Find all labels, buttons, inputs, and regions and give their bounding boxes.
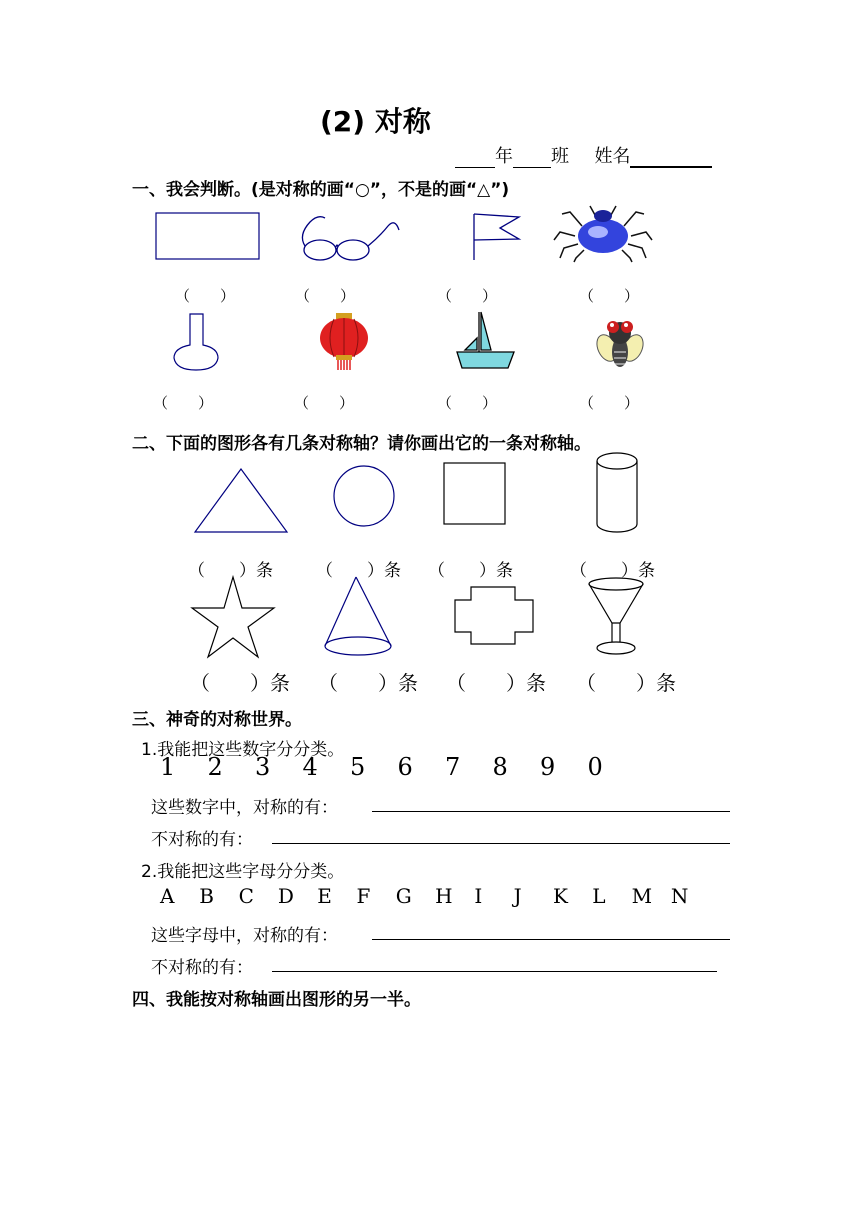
question-1: 1.我能把这些数字分分类。 (141, 740, 345, 760)
nonsymmetric-digits-label: 不对称的有： (151, 830, 253, 850)
digit: 5 (350, 753, 366, 781)
digit-row (160, 753, 635, 781)
digit: 2 (207, 753, 223, 781)
digit: 0 (587, 753, 603, 781)
cross-shape-icon (455, 587, 533, 644)
digit: 3 (255, 753, 271, 781)
name-label: 姓名 (594, 146, 631, 167)
section-3-heading: 三、神奇的对称世界。 (132, 710, 302, 730)
letter: E (317, 884, 332, 908)
symmetric-letters-label: 这些字母中，对称的有： (151, 926, 338, 946)
star-icon (192, 577, 274, 657)
question-2: 2.我能把这些字母分分类。 (141, 862, 345, 882)
axis-paren-4[interactable]: （ ）条 (570, 561, 655, 581)
symmetric-digits-line[interactable] (372, 811, 730, 812)
section-2-heading: 二、下面的图形各有几条对称轴？请你画出它的一条对称轴。 (132, 434, 591, 454)
goblet-icon (589, 578, 643, 654)
letter: B (199, 884, 214, 908)
cylinder-icon (597, 453, 637, 532)
letter: I (474, 884, 483, 908)
section-1-heading: 一、我会判断。(是对称的画“○”，不是的画“△”) (132, 180, 510, 200)
letter: J (513, 884, 522, 908)
class-label: 班 (551, 146, 569, 167)
nonsymmetric-letters-line[interactable] (272, 971, 717, 972)
nonsymmetric-letters-label: 不对称的有： (151, 958, 253, 978)
digit: 6 (397, 753, 413, 781)
axis-paren-5[interactable]: （ ）条 (190, 671, 290, 695)
circle-icon (334, 466, 394, 526)
judge-paren-5[interactable]: （ ） (153, 394, 214, 412)
section-4-heading: 四、我能按对称轴画出图形的另一半。 (132, 990, 421, 1010)
axis-paren-3[interactable]: （ ）条 (428, 561, 513, 581)
nonsymmetric-digits-line[interactable] (272, 843, 730, 844)
judge-paren-6[interactable]: （ ） (294, 394, 355, 412)
judge-paren-8[interactable]: （ ） (579, 394, 640, 412)
year-label: 年 (495, 146, 513, 167)
digit: 1 (160, 753, 176, 781)
letter: G (395, 884, 412, 908)
digit: 4 (302, 753, 318, 781)
letter: A (160, 884, 175, 908)
letter: F (356, 884, 371, 908)
digit: 7 (445, 753, 461, 781)
axis-paren-8[interactable]: （ ）条 (576, 671, 676, 695)
judge-paren-1[interactable]: （ ） (175, 287, 236, 305)
axis-paren-6[interactable]: （ ）条 (318, 671, 418, 695)
digit: 8 (492, 753, 508, 781)
letter: N (670, 884, 689, 908)
cone-icon (325, 577, 391, 655)
triangle-icon (195, 469, 287, 532)
letter: H (435, 884, 453, 908)
symmetric-digits-label: 这些数字中，对称的有： (151, 798, 338, 818)
symmetric-letters-line[interactable] (372, 939, 730, 940)
letter: M (631, 884, 653, 908)
judge-paren-7[interactable]: （ ） (437, 394, 498, 412)
letter: C (238, 884, 254, 908)
letter: K (552, 884, 568, 908)
judge-paren-2[interactable]: （ ） (295, 287, 356, 305)
judge-paren-3[interactable]: （ ） (437, 287, 498, 305)
letter: L (592, 884, 606, 908)
axis-paren-2[interactable]: （ ）条 (316, 561, 401, 581)
letter: D (277, 884, 294, 908)
digit: 9 (540, 753, 556, 781)
page-title: (2) 对称 (320, 105, 431, 138)
judge-paren-4[interactable]: （ ） (579, 287, 640, 305)
letter-row (160, 884, 710, 908)
axis-paren-7[interactable]: （ ）条 (446, 671, 546, 695)
axis-paren-1[interactable]: （ ）条 (188, 561, 273, 581)
square-icon (444, 463, 505, 524)
